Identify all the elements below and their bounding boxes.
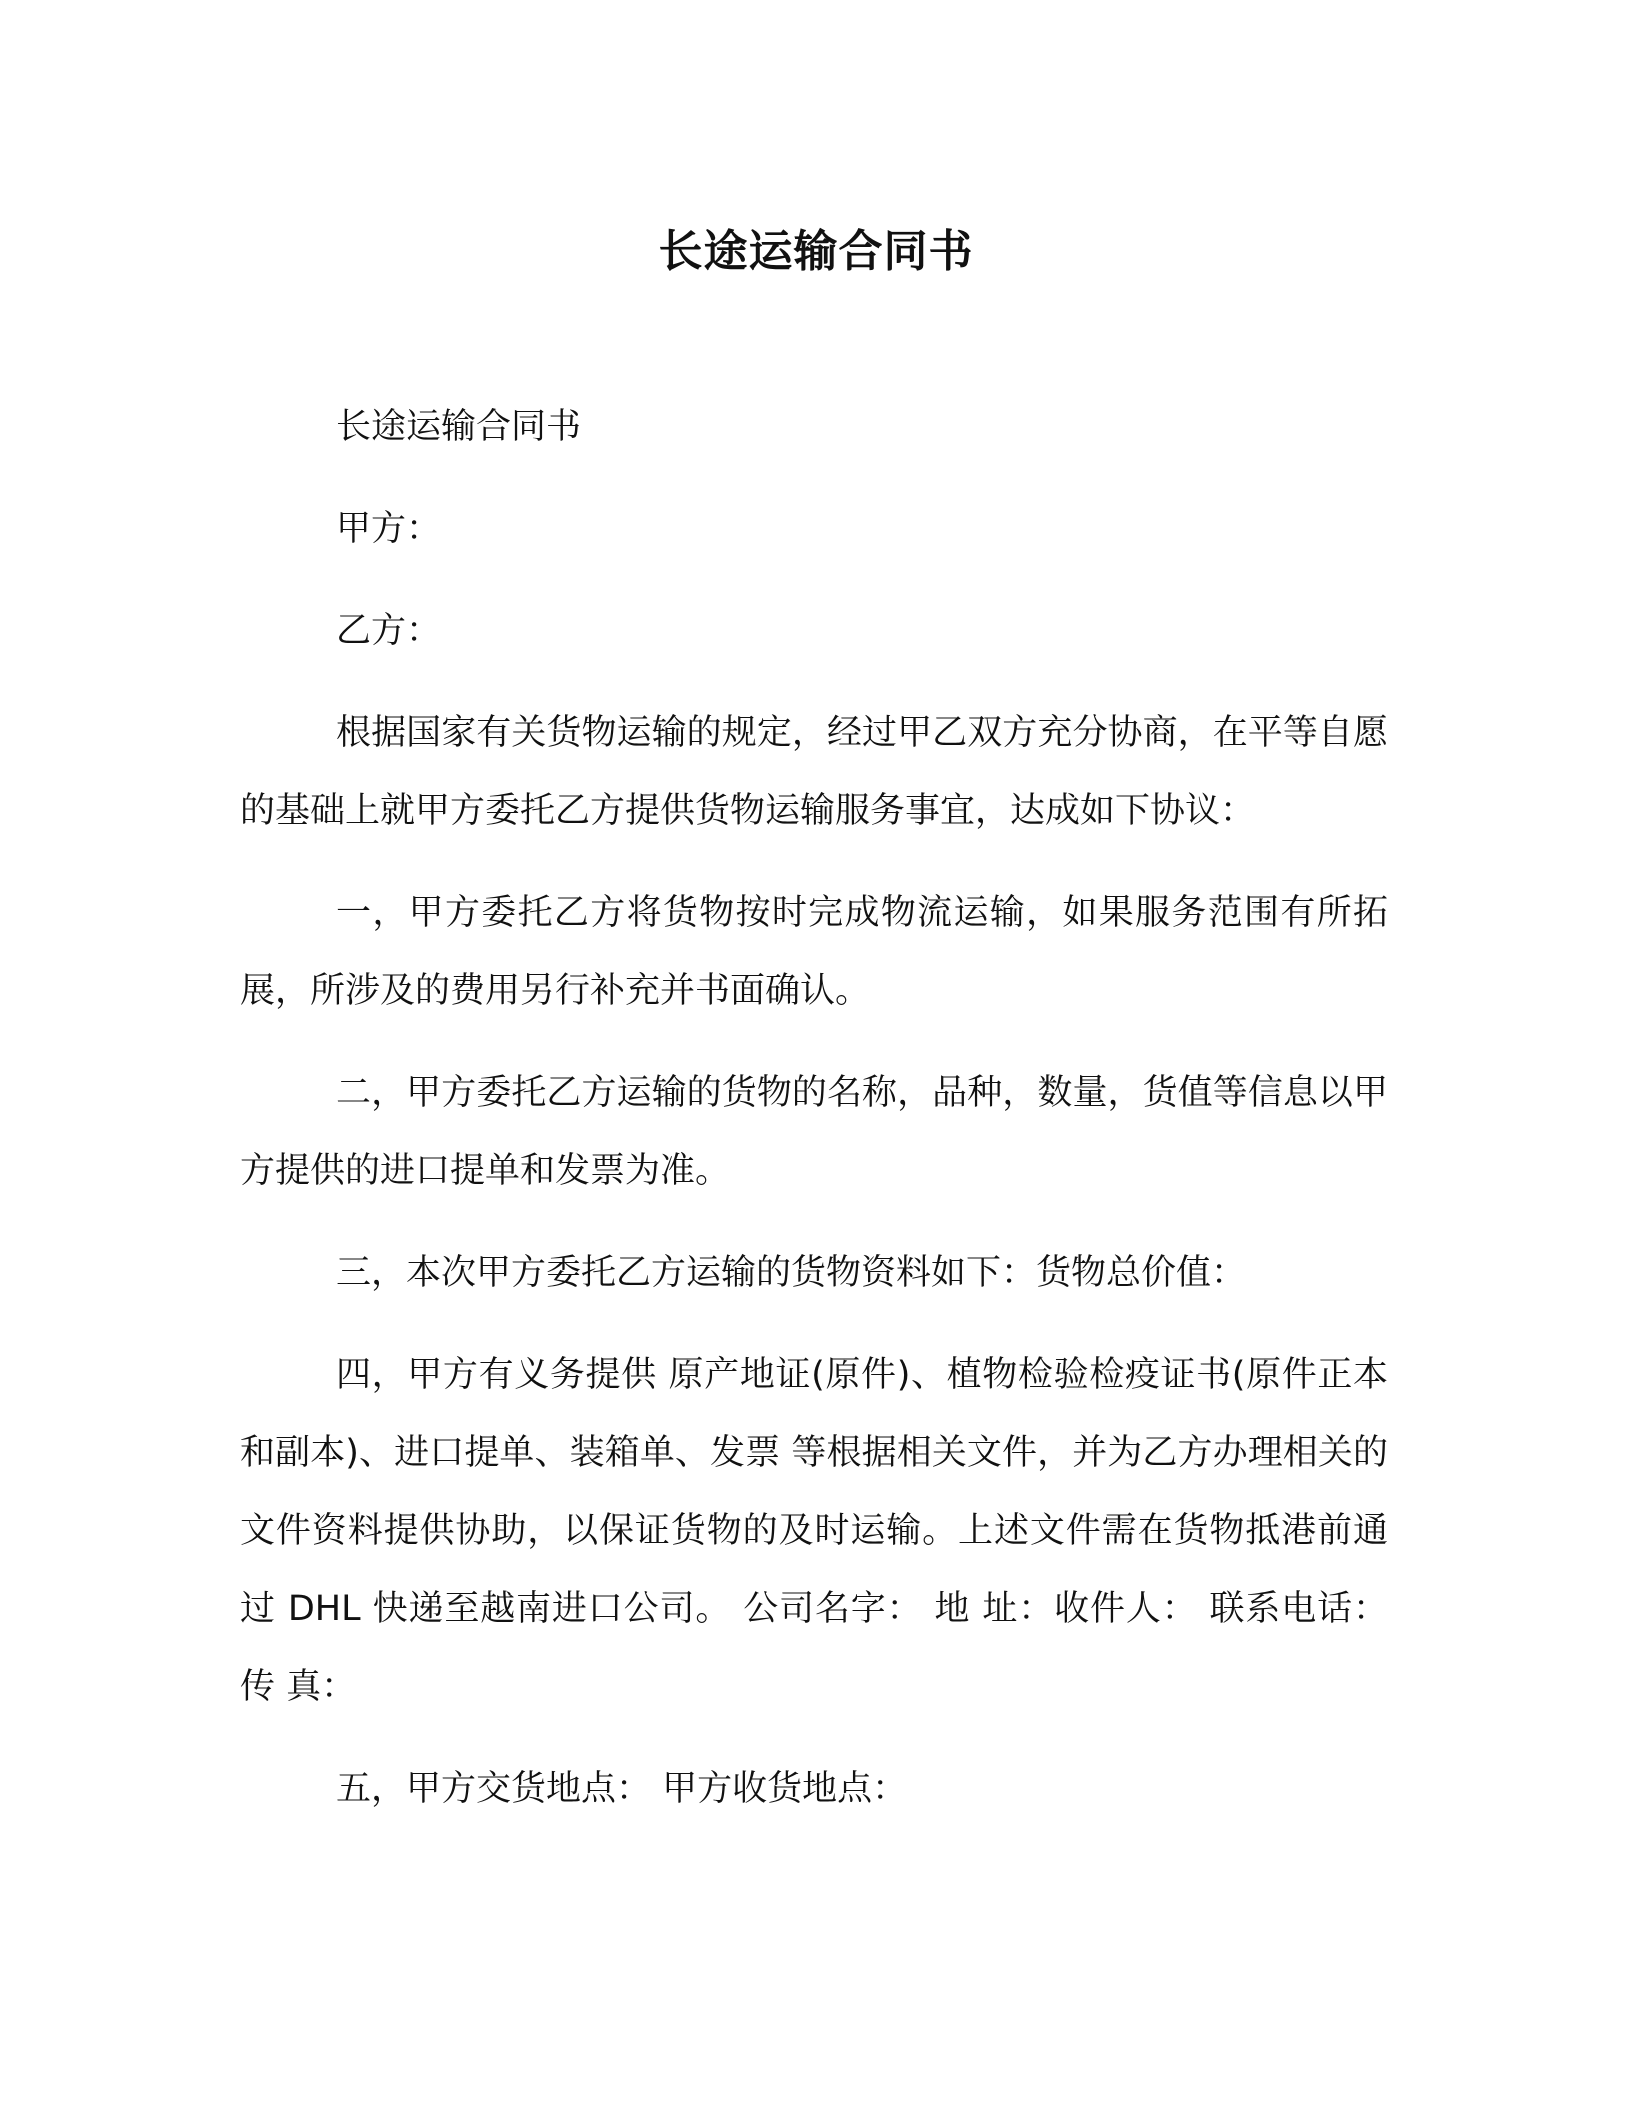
paragraph-clause-2: 二，甲方委托乙方运输的货物的名称，品种，数量，货值等信息以甲方提供的进口提单和发票为准。 (240, 1073, 1388, 1191)
paragraph-party-b: 乙方： (336, 611, 442, 651)
paragraph-subtitle: 长途运输合同书 (336, 407, 582, 447)
paragraph-clause-3: 三，本次甲方委托乙方运输的货物资料如下：货物总价值： (336, 1253, 1247, 1293)
document-title: 长途运输合同书 (658, 226, 974, 277)
paragraph-clause-1: 一，甲方委托乙方将货物按时完成物流运输，如果服务范围有所拓展，所涉及的费用另行补充并书面确认。 (240, 893, 1388, 1011)
paragraph-clause-5: 五，甲方交货地点： 甲方收货地点： (336, 1769, 908, 1809)
paragraph-clause-4: 四，甲方有义务提供 原产地证(原件)、植物检验检疫证书(原件正本和副本)、进口提单、装箱单、发票 等根据相关文件，并为乙方办理相关的文件资料提供协助，以保证货物的及时运输。上述文件需在货物抵港前通过 DHL 快递至越南进口公司。 公司名字： 地 址：收件人： 联系电话： 传 真： (240, 1355, 1388, 1707)
document-body (240, 388, 1388, 1852)
paragraph-party-a: 甲方： (336, 509, 442, 549)
paragraph-preamble: 根据国家有关货物运输的规定，经过甲乙双方充分协商，在平等自愿的基础上就甲方委托乙方提供货物运输服务事宜，达成如下协议： (240, 713, 1388, 831)
